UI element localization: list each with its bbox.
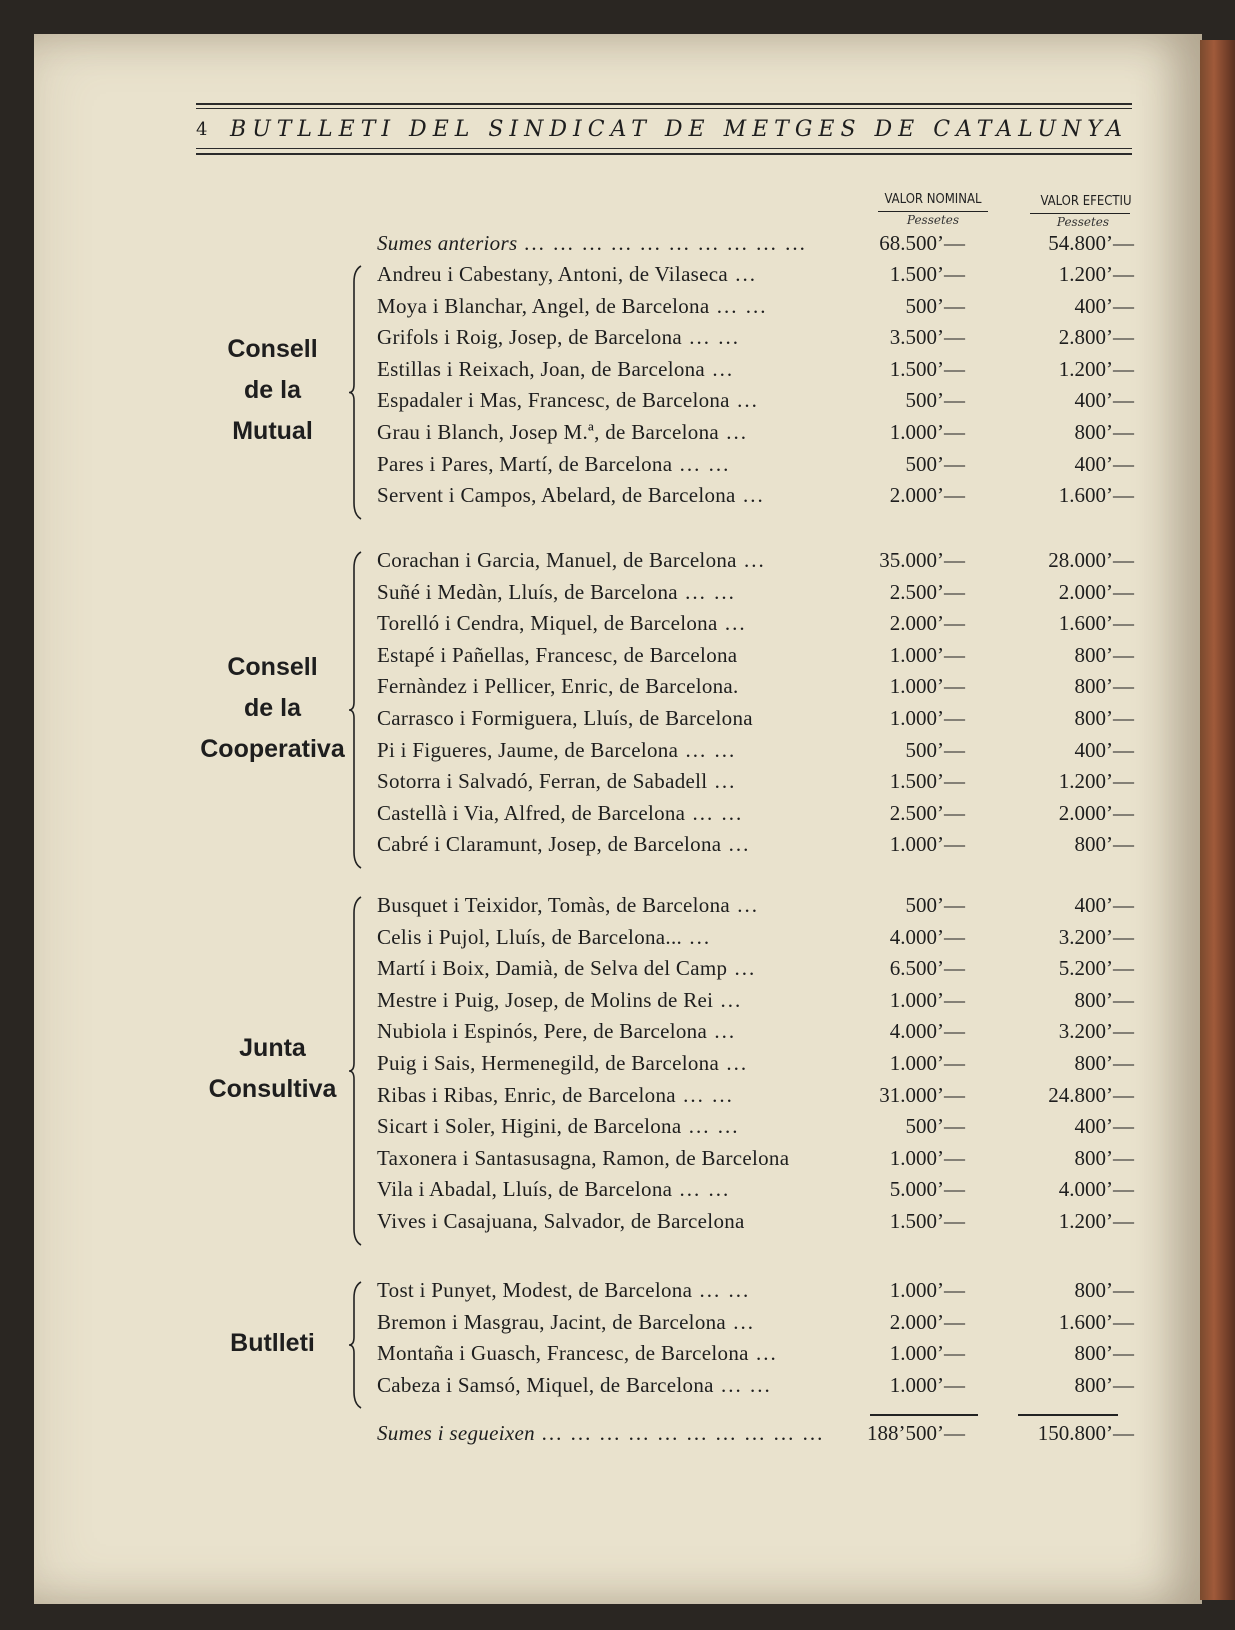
value-efectiu: 400’— [1074,294,1134,318]
member-name-text: Estapé i Pañellas, Francesc, de Barcelona [377,643,738,667]
member-name [377,420,748,445]
header-rule-bottom-thin [196,148,1132,149]
group-label [190,1028,355,1110]
member-row [377,1019,1137,1049]
value-efectiu: 54.800’— [1048,231,1134,255]
value-nominal: 500’— [905,388,965,412]
value-nominal: 1.000’— [889,1341,965,1365]
member-row [377,452,1137,482]
value-nominal: 3.500’— [889,325,965,349]
value-efectiu: 800’— [1074,1278,1134,1302]
value-efectiu: 400’— [1074,1114,1134,1138]
member-row [377,956,1137,986]
value-nominal: 1.500’— [889,262,965,286]
group-label-line: de la [244,694,301,722]
member-name-text: Celis i Pujol, Lluís, de Barcelona... [377,925,683,949]
member-name [377,1310,755,1335]
value-efectiu: 1.600’— [1058,1310,1134,1334]
dot-leader: ... [728,262,758,286]
member-name-text: Vila i Abadal, Lluís, de Barcelona [377,1177,673,1201]
value-efectiu: 3.200’— [1058,925,1134,949]
book-edge [1200,40,1235,1600]
member-name-text: Montaña i Guasch, Francesc, de Barcelona [377,1341,749,1365]
member-name [377,1177,730,1202]
member-name [377,1341,778,1366]
value-nominal: 6.500’— [889,956,965,980]
journal-title: BUTLLETI DEL SINDICAT DE METGES DE CATALUNYA [230,116,1128,142]
member-name-text: Sotorra i Salvadó, Ferran, de Sabadell [377,769,708,793]
value-nominal: 2.000’— [889,611,965,635]
member-name-text: Sumes anteriors [377,231,518,255]
group-label-line: de la [244,376,301,404]
header-rule-bottom [196,153,1132,155]
value-efectiu: 1.600’— [1058,483,1134,507]
column-nominal-unit: Pessetes [906,213,960,227]
value-efectiu: 400’— [1074,893,1134,917]
member-name [377,956,756,981]
member-name-text: Estillas i Reixach, Joan, de Barcelona [377,357,706,381]
member-name [377,231,807,256]
value-nominal: 2.000’— [889,483,965,507]
value-efectiu: 800’— [1074,643,1134,667]
value-efectiu: 4.000’— [1058,1177,1134,1201]
member-row [377,801,1137,831]
dot-leader: ... ... [713,1373,772,1397]
member-name-text: Espadaler i Mas, Francesc, de Barcelona [377,388,730,412]
member-name-text: Pi i Figueres, Jaume, de Barcelona [377,738,679,762]
member-name [377,769,736,794]
value-nominal: 500’— [905,893,965,917]
member-name-text: Sumes i segueixen [377,1421,535,1445]
member-name [377,738,736,763]
member-name-text: Moya i Blanchar, Angel, de Barcelona [377,294,710,318]
dot-leader: ... [707,769,737,793]
value-nominal: 4.000’— [889,1019,965,1043]
member-name-text: Andreu i Cabestany, Antoni, de Vilaseca [377,262,729,286]
member-name-text: Martí i Boix, Damià, de Selva del Camp [377,956,728,980]
dot-leader: ... [719,420,749,444]
value-efectiu: 1.200’— [1058,1209,1134,1233]
total-rule-nominal [870,1414,978,1416]
value-nominal: 500’— [905,294,965,318]
member-row [377,674,1137,704]
dot-leader: ... [682,925,712,949]
value-nominal: 500’— [905,738,965,762]
group-label [190,329,355,452]
page-number: 4 [196,118,208,140]
dot-leader: ... [721,832,751,856]
value-efectiu: 800’— [1074,1051,1134,1075]
value-nominal: 1.000’— [889,1278,965,1302]
member-name-text: Grau i Blanch, Josep M.ª, de Barcelona [377,420,720,444]
member-name-text: Grifols i Roig, Josep, de Barcelona [377,325,683,349]
value-efectiu: 800’— [1074,832,1134,856]
group-label-line: Consultiva [208,1075,337,1103]
value-nominal: 1.500’— [889,1209,965,1233]
dot-leader: ... ... [677,580,736,604]
value-nominal: 1.000’— [889,1051,965,1075]
column-nominal-rule [878,211,988,212]
value-nominal: 1.000’— [889,1373,965,1397]
value-efectiu: 800’— [1074,706,1134,730]
group-label-line: Consell [227,335,318,363]
dot-leader: ... ... [672,452,731,476]
member-name-text: Corachan i Garcia, Manuel, de Barcelona [377,548,737,572]
member-name-text: Cabré i Claramunt, Josep, de Barcelona [377,832,722,856]
group-label-line: Cooperativa [200,735,345,763]
dot-leader: ... [707,1019,737,1043]
value-nominal: 2.500’— [889,801,965,825]
member-name [377,706,753,731]
member-row [377,769,1137,799]
value-nominal: 1.000’— [889,1146,965,1170]
member-row [377,1341,1137,1371]
summary-row [377,1421,1137,1451]
member-row [377,357,1137,387]
value-efectiu: 24.800’— [1048,1083,1134,1107]
dot-leader: ... ... ... ... ... ... ... ... ... ... [517,231,808,255]
member-name [377,357,734,382]
value-efectiu: 2.800’— [1058,325,1134,349]
value-nominal: 4.000’— [889,925,965,949]
value-efectiu: 1.200’— [1058,357,1134,381]
member-name-text: Sicart i Soler, Higini, de Barcelona [377,1114,682,1138]
dot-leader: ... ... [681,1114,740,1138]
member-name [377,643,737,668]
group-label-line: Consell [227,653,318,681]
member-name-text: Busquet i Teixidor, Tomàs, de Barcelona [377,893,730,917]
dot-leader: ... ... [672,1177,731,1201]
value-efectiu: 28.000’— [1048,548,1134,572]
dot-leader: ... ... [692,1278,751,1302]
value-efectiu: 800’— [1074,674,1134,698]
value-nominal: 500’— [905,1114,965,1138]
value-nominal: 2.500’— [889,580,965,604]
column-efectiu-rule [1030,213,1130,214]
member-name-text: Vives i Casajuana, Salvador, de Barcelona [377,1209,745,1233]
member-name [377,1083,734,1108]
member-name [377,801,743,826]
column-nominal-label: VALOR NOMINAL [884,192,982,207]
group-brace [347,895,367,1247]
member-name [377,548,766,573]
dot-leader: ... ... [685,801,744,825]
member-name [377,1114,739,1139]
dot-leader: ... [729,388,759,412]
member-row [377,1146,1137,1176]
value-efectiu: 800’— [1074,1146,1134,1170]
value-nominal: 1.500’— [889,769,965,793]
member-name [377,325,740,350]
value-nominal: 500’— [905,452,965,476]
column-efectiu-unit: Pessetes [1056,215,1110,229]
value-efectiu: 400’— [1074,738,1134,762]
dot-leader: ... [735,483,765,507]
member-row [377,611,1137,641]
member-row [377,706,1137,736]
member-name [377,1019,736,1044]
member-name [377,1146,789,1171]
member-name [377,925,711,950]
member-name-text: Servent i Campos, Abelard, de Barcelona [377,483,736,507]
member-name [377,1051,748,1076]
group-label [190,1323,355,1364]
member-row [377,925,1137,955]
member-name-text: Cabeza i Samsó, Miquel, de Barcelona [377,1373,714,1397]
member-name-text: Torelló i Cendra, Miquel, de Barcelona [377,611,718,635]
value-efectiu: 400’— [1074,452,1134,476]
member-row [377,893,1137,923]
running-header [196,114,1132,144]
member-row [377,832,1137,862]
member-row [377,420,1137,450]
member-row [377,388,1137,418]
member-name-text: Castellà i Via, Alfred, de Barcelona [377,801,686,825]
member-name-text: Mestre i Puig, Josep, de Molins de Rei [377,988,714,1012]
value-efectiu: 800’— [1074,420,1134,444]
dot-leader: ... [730,893,759,917]
summary-row [377,231,1137,261]
value-nominal: 1.000’— [889,420,965,444]
member-row [377,1278,1137,1308]
header-rule-top [196,103,1132,105]
value-nominal: 1.000’— [889,643,965,667]
dot-leader: ... [717,611,747,635]
member-name [377,1209,745,1234]
value-efectiu: 800’— [1074,988,1134,1012]
member-name-text: Puig i Sais, Hermenegild, de Barcelona [377,1051,720,1075]
member-name-text: Pares i Pares, Martí, de Barcelona [377,452,673,476]
group-label-line: Butlleti [230,1329,315,1357]
member-name-text: Tost i Punyet, Modest, de Barcelona [377,1278,693,1302]
member-row [377,1177,1137,1207]
dot-leader: ... ... [682,325,741,349]
member-name [377,832,750,857]
dot-leader: ... ... [709,294,768,318]
value-nominal: 188’500’— [867,1421,965,1445]
member-name-text: Taxonera i Santasusagna, Ramon, de Barcelona [377,1146,790,1170]
member-name-text: Carrasco i Formiguera, Lluís, de Barcelona [377,706,753,730]
value-efectiu: 400’— [1074,388,1134,412]
header-rule-top-thin [196,108,1132,109]
value-nominal: 1.000’— [889,706,965,730]
member-name [377,988,742,1013]
member-name [377,388,759,413]
member-name [377,611,747,636]
value-efectiu: 2.000’— [1058,801,1134,825]
member-name [377,1373,772,1398]
value-nominal: 1.000’— [889,832,965,856]
member-row [377,643,1137,673]
member-row [377,294,1137,324]
value-efectiu: 800’— [1074,1341,1134,1365]
value-nominal: 1.000’— [889,988,965,1012]
value-nominal: 2.000’— [889,1310,965,1334]
member-name [377,262,757,287]
value-efectiu: 800’— [1074,1373,1134,1397]
member-name [377,483,765,508]
member-name-text: Nubiola i Espinós, Pere, de Barcelona [377,1019,708,1043]
member-row [377,738,1137,768]
dot-leader: ... ... [678,738,737,762]
dot-leader: ... [726,1310,756,1334]
dot-leader: ... [719,1051,749,1075]
value-efectiu: 1.200’— [1058,262,1134,286]
member-name [377,1278,750,1303]
member-name-text: Suñé i Medàn, Lluís, de Barcelona [377,580,678,604]
value-nominal: 35.000’— [879,548,965,572]
member-name [377,452,730,477]
value-nominal: 1.500’— [889,357,965,381]
member-name-text: Ribas i Ribas, Enric, de Barcelona [377,1083,676,1107]
member-row [377,262,1137,292]
member-name [377,1421,825,1446]
value-efectiu: 150.800’— [1037,1421,1134,1445]
group-label-line: Junta [239,1034,306,1062]
member-row [377,325,1137,355]
member-name [377,294,767,319]
value-efectiu: 1.200’— [1058,769,1134,793]
value-efectiu: 1.600’— [1058,611,1134,635]
member-row [377,1051,1137,1081]
value-nominal: 1.000’— [889,674,965,698]
member-row [377,580,1137,610]
column-efectiu-label: VALOR EFECTIU [1040,194,1132,209]
value-efectiu: 5.200’— [1058,956,1134,980]
group-brace [347,550,367,870]
group-label [190,647,355,770]
member-name [377,674,739,699]
group-brace [347,1280,367,1410]
value-nominal: 5.000’— [889,1177,965,1201]
value-nominal: 68.500’— [879,231,965,255]
dot-leader: ... [713,988,743,1012]
member-row [377,548,1137,578]
member-row [377,988,1137,1018]
dot-leader: ... [748,1341,778,1365]
value-nominal: 31.000’— [879,1083,965,1107]
value-efectiu: 2.000’— [1058,580,1134,604]
member-row [377,1310,1137,1340]
member-name-text: Fernàndez i Pellicer, Enric, de Barcelona. [377,674,739,698]
value-efectiu: 3.200’— [1058,1019,1134,1043]
member-row [377,1114,1137,1144]
member-row [377,1373,1137,1403]
group-label-line: Mutual [232,417,313,445]
member-row [377,483,1137,513]
dot-leader: ... [727,956,757,980]
dot-leader: ... [736,548,766,572]
member-name [377,580,736,605]
dot-leader: ... [705,357,735,381]
dot-leader: ... ... ... ... ... ... ... ... ... ... [534,1421,825,1445]
total-rule-efectiu [1018,1414,1118,1416]
member-row [377,1209,1137,1239]
dot-leader: ... ... [675,1083,734,1107]
member-name-text: Bremon i Masgrau, Jacint, de Barcelona [377,1310,727,1334]
member-name [377,893,759,918]
member-row [377,1083,1137,1113]
group-brace [347,264,367,521]
